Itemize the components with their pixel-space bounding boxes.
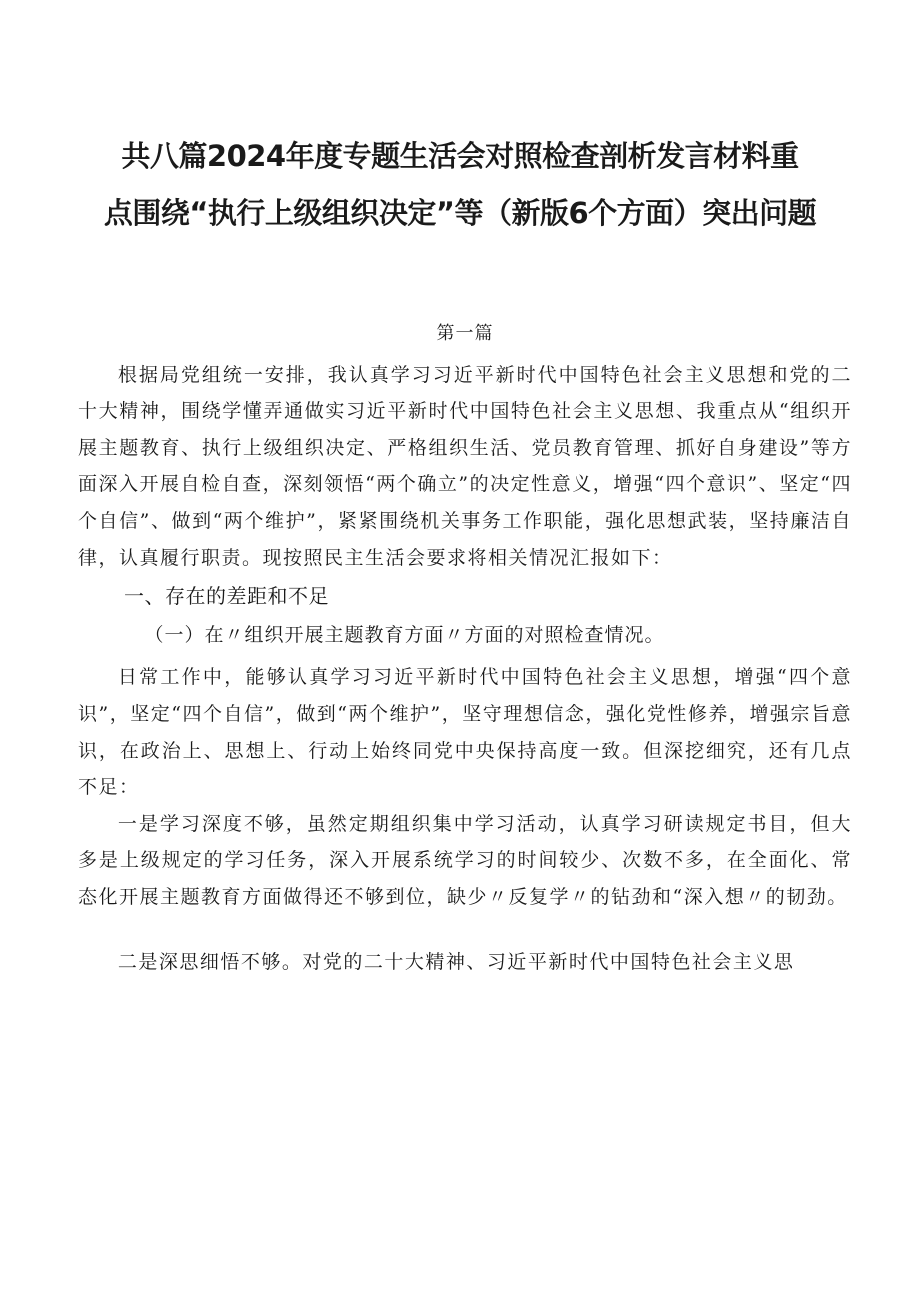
document-title: [60, 128, 860, 242]
document-body: [78, 316, 852, 980]
section-label: 第一篇: [436, 323, 494, 344]
point-one-paragraph: 一是学习深度不够，虽然定期组织集中学习活动，认真学习研读规定书目，但大多是上级规定的学习任务，深入开展系统学习的时间较少、次数不多，在全面化、常态化开展主题教育方面做得还不够到位，缺少〃反复学〃的钻劲和“深入想〃的韧劲。: [78, 812, 852, 908]
heading-gaps: 一、存在的差距和不足: [124, 584, 329, 609]
title-line-1: 共八篇2024年度专题生活会对照检查剖析发言材料重: [121, 139, 799, 173]
title-line-2: 点围绕“执行上级组织决定”等（新版6个方面）突出问题: [103, 196, 817, 230]
sub-heading-theme-education: （一）在〃组织开展主题教育方面〃方面的对照检查情况。: [144, 623, 665, 646]
intro-paragraph: 根据局党组统一安排，我认真学习习近平新时代中国特色社会主义思想和党的二十大精神，围绕学懂弄通做实习近平新时代中国特色社会主义思想、我重点从“组织开展主题教育、执行上级组织决定、严格组织生活、党员教育管理、抓好自身建设”等方面深入开展自检自查，深刻领悟“两个确立”的决定性意义，增强“四个意识”、坚定“四个自信”、做到“两个维护”，紧紧围绕机关事务工作职能，强化思想武装，坚持廉洁自律，认真履行职责。现按照民主生活会要求将相关情况汇报如下：: [78, 363, 852, 569]
daily-work-paragraph: 日常工作中，能够认真学习习近平新时代中国特色社会主义思想，增强“四个意识”，坚定“四个自信”，做到“两个维护”，坚守理想信念，强化党性修养，增强宗旨意识，在政治上、思想上、行动上始终同党中央保持高度一致。但深挖细究，还有几点不足：: [78, 666, 852, 799]
point-two-paragraph: 二是深思细悟不够。对党的二十大精神、习近平新时代中国特色社会主义思: [117, 950, 795, 973]
